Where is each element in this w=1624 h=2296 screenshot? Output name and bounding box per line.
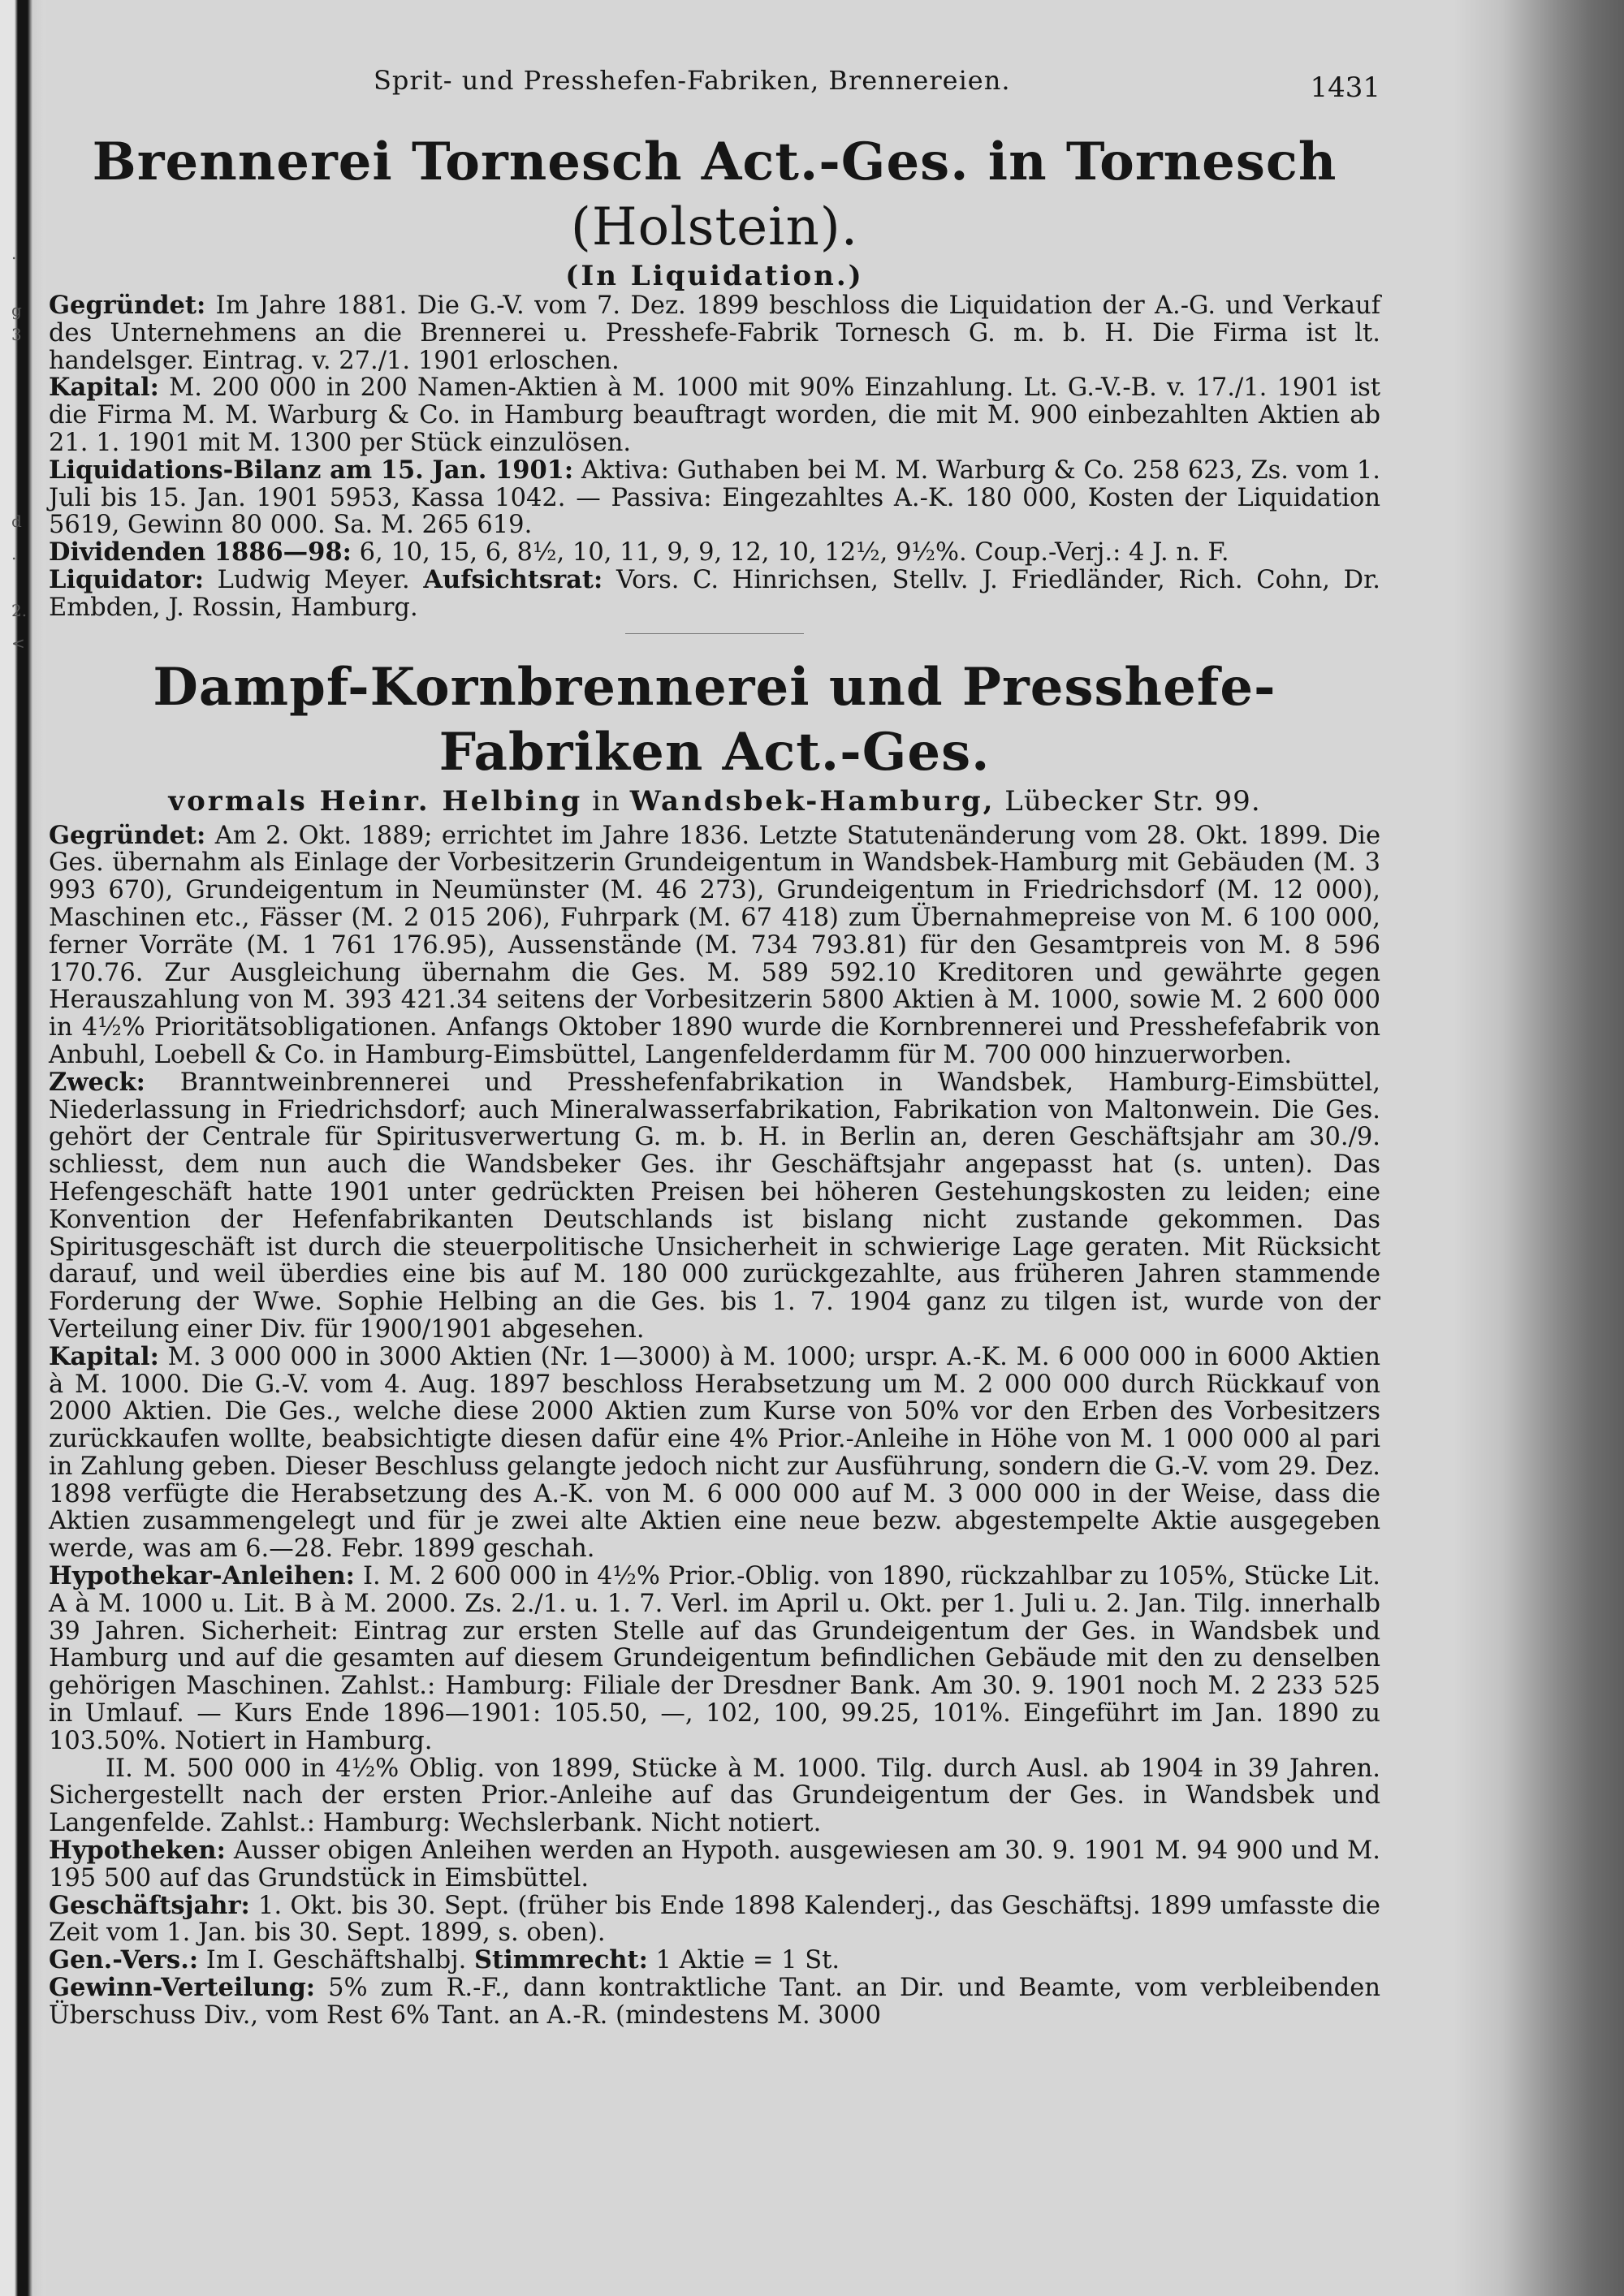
entry-text-aufsichtsrat: Vors. C. Hinrichsen, Stellv. J. Friedländer, Rich. Cohn, Dr. Embden, J. Rossin, Hamburg. [49, 565, 1380, 622]
entry-label: Kapital: [49, 373, 159, 403]
entry-label: Gen.-Vers.: [49, 1945, 199, 1975]
margin-mark: 2. [11, 601, 28, 620]
entry-text: Ausser obigen Anleihen werden an Hypoth. ausgewiesen am 30. 9. 1901 M. 94 900 und M. 195 500 auf das Grundstück in Eimsbüttel. [49, 1836, 1380, 1892]
section1-subtitle: (In Liquidation.) [565, 260, 864, 292]
section1-entries [49, 292, 1380, 622]
entry-text: Im I. Geschäftshalbj. [198, 1946, 475, 1975]
margin-mark: . [11, 544, 17, 563]
entry-label: Dividenden 1886—98: [49, 537, 352, 568]
entry-text: 5% zum R.-F., dann kontraktliche Tant. an Dir. und Beamte, vom verbleibenden Überschuss Div., vom Rest 6% Tant. an A.-R. (mindestens M. 3000 [49, 1974, 1380, 2030]
margin-mark: g [11, 300, 22, 320]
entry-anleihe-ii [49, 1755, 1380, 1837]
entry-kapital [49, 374, 1380, 456]
section2-subtitle-city: Wandsbek-Hamburg, [629, 784, 996, 818]
entry-geschaeftsjahr [49, 1892, 1380, 1948]
entry-text: Branntweinbrennerei und Presshefenfabrikation in Wandsbek, Hamburg-Eimsbüttel, Niederlassung in Friedrichsdorf; auch Mineralwasserfabrikation, Fabrikation von Maltonwein. Die Ges. gehört der Centrale für Spiritusverwertung G. m. b. H. in Berlin an, deren Geschäftsjahr am 30./9. schliesst, dem nun auch die Wandsbeker Ges. ihr Geschäftsjahr angepasst hat (s. unten). Das Hefengeschäft hatte 1901 unter gedrückten Preisen bei höheren Gestehungskosten zu leiden; eine Konvention der Hefenfabrikanten Deutschlands ist bislang nicht zustande gekommen. Das Spiritusgeschäft ist durch die steuerpolitische Unsicherheit in schwierige Lage geraten. Mit Rücksicht darauf, und weil überdies eine bis auf M. 180 000 zurückgezahlte, aus früheren Jahren stammende Forderung der Wwe. Sophie Helbing an die Ges. bis 1. 7. 1904 ganz zu tilgen ist, wurde von der Verteilung einer Div. für 1900/1901 abgesehen. [49, 1068, 1380, 1344]
margin-mark: d [11, 511, 22, 531]
entry-label-stimmrecht: Stimmrecht: [474, 1945, 648, 1975]
section-divider [625, 633, 804, 634]
entry-text: Am 2. Okt. 1889; errichtet im Jahre 1836. Letzte Statutenänderung vom 28. Okt. 1899. Die Ges. übernahm als Einlage der Vorbesitzerin Grundeigentum in Wandsbek-Hamburg mit Gebäuden (M. 3 993 670), Grundeigentum in Neumünster (M. 46 273), Grundeigentum in Friedrichsdorf (M. 12 000), Maschinen etc., Fässer (M. 2 015 206), Fuhrpark (M. 67 418) zum Übernahmepreise von M. 6 100 000, ferner Vorräte (M. 1 761 176.95), Aussenstände (M. 734 793.81) für den Gesamtpreis von M. 8 596 170.76. Zur Ausgleichung übernahm die Ges. M. 589 592.10 Kreditoren und gewährte gegen Herauszahlung von M. 393 421.34 seitens der Vorbesitzerin 5800 Aktien à M. 1000, sowie M. 2 600 000 in 4½% Prioritätsobligationen. Anfangs Oktober 1890 wurde die Kornbrennerei und Presshefefabrik von Anbuhl, Loebell & Co. in Hamburg-Eimsbüttel, Langenfelderdamm für M. 700 000 hinzuerworben. [49, 821, 1380, 1069]
entry-label: Gewinn-Verteilung: [49, 1973, 316, 2003]
entry-liquidator [49, 564, 1380, 622]
entry-gegruendet [49, 822, 1380, 1069]
entry-text: M. 200 000 in 200 Namen-Aktien à M. 1000 mit 90% Einzahlung. Lt. G.-V.-B. v. 17./1. 1901 ist die Firma M. M. Warburg & Co. in Hamburg beauftragt worden, die mit M. 900 einbezahlten Aktien ab 21. 1. 1901 mit M. 1300 per Stück einzulösen. [49, 373, 1380, 457]
entry-hypotheken [49, 1837, 1380, 1892]
entry-text-stimmrecht: 1 Aktie = 1 St. [647, 1946, 840, 1975]
entry-gegruendet [49, 292, 1380, 374]
entry-label: Gegründet: [49, 291, 206, 320]
entry-text: Aktiva: Guthaben bei M. M. Warburg & Co. 258 623, Zs. vom 1. Juli bis 15. Jan. 1901 5953, Kassa 1042. — Passiva: Eingezahltes A.-K. 180 000, Kosten der Liquidation 5619, Gewinn 80 000. Sa. M. 265 619. [49, 455, 1380, 540]
entry-label: Hypotheken: [49, 1836, 226, 1866]
section2-subtitle-bold: vormals Heinr. Helbing [168, 784, 583, 818]
entry-text: 6, 10, 15, 6, 8½, 10, 11, 9, 9, 12, 10, 12½, 9½%. Coup.-Verj.: 4 J. n. F. [351, 538, 1229, 568]
section2-title: Dampf-Kornbrennerei und Presshefe-Fabriken Act.-Ges. [153, 656, 1276, 783]
entry-label-aufsichtsrat: Aufsichtsrat: [423, 564, 603, 594]
entry-label: Liquidations-Bilanz am 15. Jan. 1901: [49, 455, 574, 485]
entry-dividenden [49, 539, 1380, 567]
entry-text: Im Jahre 1881. Die G.-V. vom 7. Dez. 1899 beschloss die Liquidation der A.-G. und Verkauf des Unternehmens an die Brennerei u. Presshefe-Fabrik Tornesch G. m. b. H. Die Firma ist lt. handelsger. Eintrag. v. 27./1. 1901 erloschen. [49, 291, 1380, 375]
section1-title [49, 130, 1380, 260]
entry-text: Ludwig Meyer. [203, 565, 424, 594]
entry-kapital [49, 1341, 1380, 1564]
page-number: 1431 [1310, 71, 1380, 104]
entry-text: II. M. 500 000 in 4½% Oblig. von 1899, Stücke à M. 1000. Tilg. durch Ausl. ab 1904 in 39 Jahren. Sichergestellt nach der ersten Prior.-Anleihe auf das Grundeigentum der Ges. in Wandsbek und Langenfelde. Zahlst.: Hamburg: Wechslerbank. Nicht notiert. [49, 1754, 1380, 1838]
section2-entries [49, 822, 1380, 2030]
entry-hypothekar-anleihen [49, 1563, 1380, 1755]
entry-label: Gegründet: [49, 820, 206, 850]
section1-title-plain: (Holstein). [570, 197, 859, 257]
entry-text: M. 3 000 000 in 3000 Aktien (Nr. 1—3000) à M. 1000; urspr. A.-K. M. 6 000 000 in 6000 Aktien à M. 1000. Die G.-V. vom 4. Aug. 1897 beschloss Herabsetzung um M. 2 000 000 durch Rückkauf von 2000 Aktien. Die Ges., welche diese 2000 Aktien zum Kurse von 50% vor den Erben des Vorbesitzers zurückkaufen wollte, beabsichtigte diesen dafür eine 4% Prior.-Anleihe in Höhe von M. 1 000 000 al pari in Zahlung geben. Dieser Beschluss gelangte jedoch nicht zur Ausführung, sondern die G.-V. vom 29. Dez. 1898 verfügte die Herabsetzung des A.-K. von M. 6 000 000 auf M. 3 000 000 in der Weise, dass die Aktien zusammengelegt und für je zwei alte Aktien eine neue bezw. abgestempelte Aktie ausgegeben werde, was am 6.—28. Febr. 1899 geschah. [49, 1342, 1380, 1564]
running-head [49, 49, 1380, 114]
scan-right-edge [1453, 0, 1624, 2296]
margin-marks [11, 244, 36, 698]
running-head-title: Sprit- und Presshefen-Fabriken, Brennereien. [374, 65, 1011, 96]
entry-gewinn-verteilung [49, 1974, 1380, 2030]
margin-mark: . [11, 244, 17, 263]
section2-subtitle [49, 785, 1380, 818]
entry-liquidations-bilanz [49, 457, 1380, 539]
section2-subtitle-plain: in [582, 784, 630, 818]
entry-zweck [49, 1069, 1380, 1344]
entry-label: Zweck: [49, 1067, 145, 1097]
entry-label: Kapital: [49, 1341, 159, 1371]
entry-label: Liquidator: [49, 564, 204, 594]
document-page [49, 49, 1380, 2030]
entry-label: Geschäftsjahr: [49, 1890, 250, 1920]
entry-text: I. M. 2 600 000 in 4½% Prior.-Oblig. von 1890, rückzahlbar zu 105%, Stücke Lit. A à M. 1000 u. Lit. B à M. 2000. Zs. 2./1. u. 1. 7. Verl. im April u. Okt. per 1. Juli u. 2. Jan. Tilg. innerhalb 39 Jahren. Sicherheit: Eintrag zur ersten Stelle auf das Grundeigentum der Ges. in Wandsbek und Hamburg und auf die gesamten auf diesem Grundeigentum befindlichen Gebäude mit den zu denselben gehörigen Maschinen. Zahlst.: Hamburg: Filiale der Dresdner Bank. Am 30. 9. 1901 noch M. 2 233 525 in Umlauf. — Kurs Ende 1896—1901: 105.50, —, 102, 100, 99.25, 101%. Eingeführt im Jan. 1890 zu 103.50%. Notiert in Hamburg. [49, 1562, 1380, 1755]
margin-mark: < [11, 633, 25, 653]
entry-label: Hypothekar-Anleihen: [49, 1561, 355, 1591]
entry-text: 1. Okt. bis 30. Sept. (früher bis Ende 1898 Kalenderj., das Geschäftsj. 1899 umfasste die Zeit vom 1. Jan. bis 30. Sept. 1899, s. oben). [49, 1891, 1380, 1948]
section2-subtitle-address: Lübecker Str. 99. [995, 784, 1261, 818]
margin-mark: 3 [11, 325, 22, 344]
entry-gen-vers [49, 1947, 1380, 1974]
section1-title-bold: Brennerei Tornesch Act.-Ges. in Tornesch [92, 132, 1337, 192]
